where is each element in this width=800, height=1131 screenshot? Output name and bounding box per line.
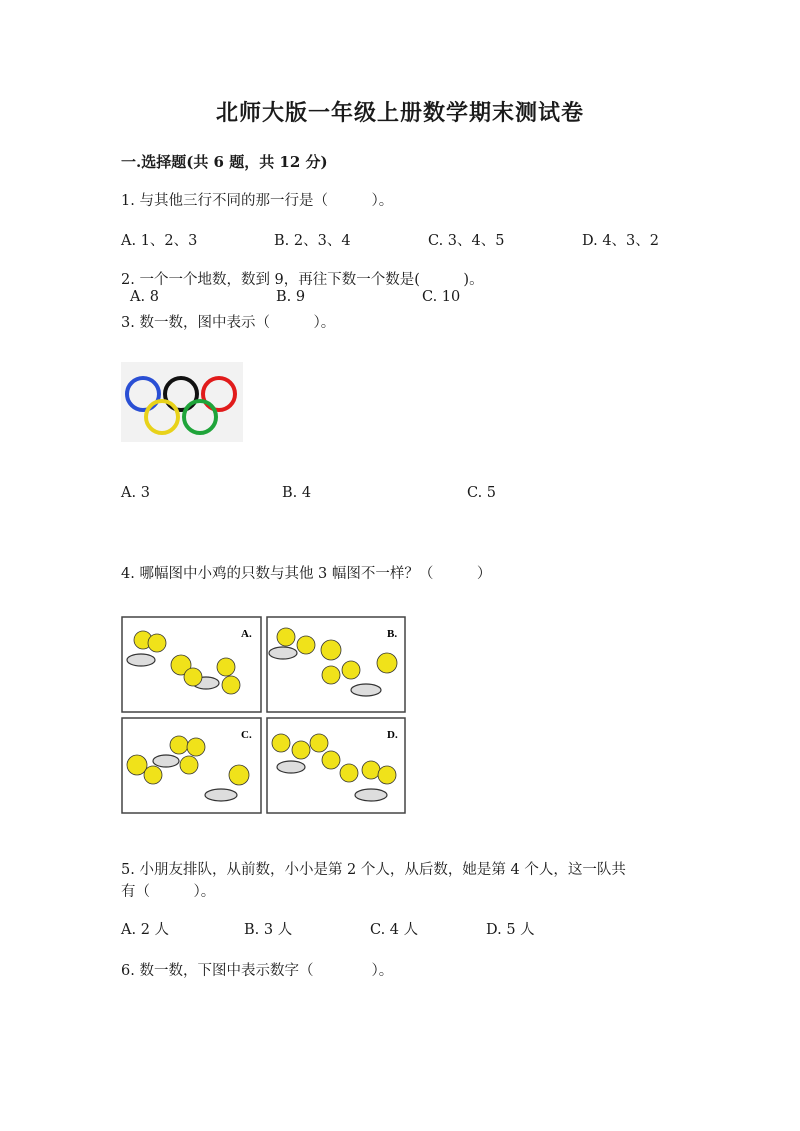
chick	[321, 640, 341, 660]
bowl-b1	[269, 647, 297, 659]
section-heading: 一.选择题(共 6 题，共 12 分)	[121, 153, 328, 171]
chick	[127, 755, 147, 775]
question-1-option-a: A. 1、2、3	[121, 233, 198, 249]
bowl-c2	[205, 789, 237, 801]
ring-green	[184, 401, 216, 433]
bowl-d1	[277, 761, 305, 773]
chick	[342, 661, 360, 679]
panel-c-label: C.	[241, 729, 252, 741]
chick	[184, 668, 202, 686]
chick	[229, 765, 249, 785]
question-2-option-a: A. 8	[130, 289, 159, 305]
chick	[222, 676, 240, 694]
question-1-option-c: C. 3、4、5	[428, 233, 505, 249]
question-1-option-b: B. 2、3、4	[274, 233, 351, 249]
question-5-option-a: A. 2 人	[121, 922, 170, 938]
question-1-option-d: D. 4、3、2	[582, 233, 660, 249]
question-5-option-d: D. 5 人	[486, 922, 535, 938]
question-6-stem: 6. 数一数，下图中表示数字（ ）。	[121, 963, 394, 979]
question-3-option-c: C. 5	[467, 485, 497, 501]
question-1-stem: 1. 与其他三行不同的那一行是（ ）。	[121, 193, 394, 209]
question-5-option-c: C. 4 人	[370, 922, 419, 938]
question-5-stem-line1: 5. 小朋友排队，从前数，小小是第 2 个人，从后数，她是第 4 个人，这一队共	[121, 862, 626, 878]
chick	[272, 734, 290, 752]
olympic-rings-figure	[121, 362, 243, 442]
olympic-rings-image	[121, 362, 243, 442]
question-2-stem: 2. 一个一个地数，数到 9，再往下数一个数是( )。	[121, 272, 484, 288]
question-5-option-b: B. 3 人	[244, 922, 293, 938]
bowl-d2	[355, 789, 387, 801]
chick	[144, 766, 162, 784]
chick	[148, 634, 166, 652]
chicks-image	[121, 615, 406, 815]
chicks-figure	[121, 615, 406, 815]
chick	[277, 628, 295, 646]
ring-yellow	[146, 401, 178, 433]
bowl-a1	[127, 654, 155, 666]
question-5-stem-line2: 有（ ）。	[121, 884, 216, 900]
chick	[377, 653, 397, 673]
chick	[310, 734, 328, 752]
panel-d-label: D.	[387, 729, 398, 741]
chick	[322, 666, 340, 684]
chick	[322, 751, 340, 769]
chick	[180, 756, 198, 774]
chick	[170, 736, 188, 754]
chick	[378, 766, 396, 784]
question-3-option-b: B. 4	[282, 485, 312, 501]
bowl-c1	[153, 755, 179, 767]
question-3-stem: 3. 数一数，图中表示（ ）。	[121, 315, 336, 331]
panel-b-label: B.	[387, 628, 398, 640]
chick	[217, 658, 235, 676]
question-2-option-c: C. 10	[422, 289, 461, 305]
question-2-option-b: B. 9	[276, 289, 306, 305]
bowl-b2	[351, 684, 381, 696]
chick	[187, 738, 205, 756]
chick	[297, 636, 315, 654]
chick	[340, 764, 358, 782]
question-3-option-a: A. 3	[121, 485, 150, 501]
panel-a-label: A.	[241, 628, 252, 640]
question-4-stem: 4. 哪幅图中小鸡的只数与其他 3 幅图不一样？（ ）	[121, 566, 492, 582]
chick	[362, 761, 380, 779]
page-title: 北师大版一年级上册数学期末测试卷	[215, 100, 584, 126]
chick	[292, 741, 310, 759]
